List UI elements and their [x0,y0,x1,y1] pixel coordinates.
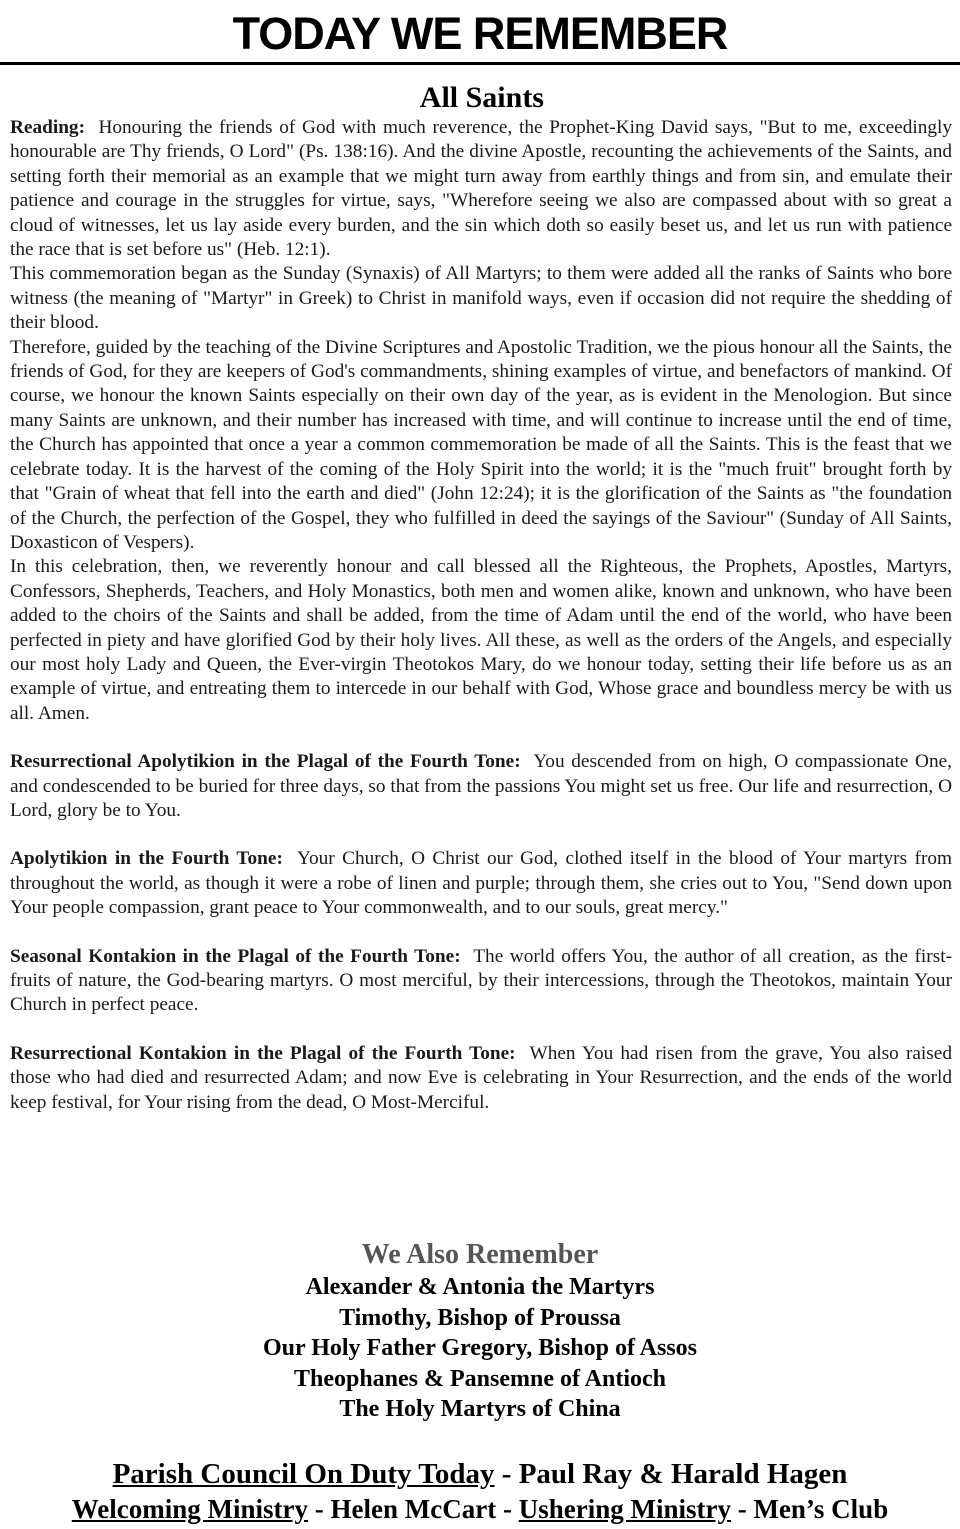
also-remember-section [0,1238,960,1425]
hymn-text: Your Church, O Christ our God, clothed itself in the blood of Your martyrs from throughout the world, as though it were a robe of linen and purple; through them, she cries out to You, "Send down upon Your people compassion, grant peace to Your commonwealth, and to our souls, great mercy." [10,848,953,919]
hymn-paragraph [10,750,952,823]
hymn-label: Resurrectional Kontakion in the Plagal of the Fourth Tone: [10,1042,516,1064]
reading-paragraph: In this celebration, then, we reverently honour and call blessed all the Righteous, the Prophets, Apostles, Martyrs, Confessors, Shepherds, Teachers, and Holy Monastics, both men and women alike, known and unknown, who have been added to the choirs of the Saints and shall be added, from the time of Adam until the end of the world, who have been perfected in piety and have glorified God by their holy lives. All these, as well as the orders of the Angels, and especially our most holy Lady and Queen, the Ever-virgin Theotokos Mary, do we honour today, setting their life before us as an example of virtue, and entreating them to intercede in our behalf with God, Whose grace and boundless mercy be with us all. Amen. [10,556,952,724]
banner-rule [0,62,960,65]
commemorated-name: The Holy Martyrs of China [339,1396,621,1422]
council-names: Paul Ray & Harald Hagen [518,1458,848,1490]
page-banner: TODAY WE REMEMBER [232,8,728,59]
ushering-name: Men’s Club [753,1494,889,1524]
hymn-label: Resurrectional Apolytikion in the Plagal of the Fourth Tone: [10,751,521,773]
welcoming-name: Helen McCart [330,1494,497,1524]
ushering-label: Ushering Ministry [518,1494,731,1524]
feast-title: All Saints [419,81,544,114]
duty-roster [0,1456,960,1526]
commemorated-name: Alexander & Antonia the Martyrs [305,1274,655,1300]
commemorated-name: Theophanes & Pansemne of Antioch [293,1365,667,1392]
reading-paragraph: This commemoration began as the Sunday (Synaxis) of All Martyrs; to them were added all the ranks of Saints who bore witness (the meaning of "Martyr" in Greek) to Christ in manifold ways, even if occasion did not require the shedding of their blood. [10,263,952,334]
reading-label: Reading: [10,117,85,138]
commemorated-name: Our Holy Father Gregory, Bishop of Assos [262,1335,698,1361]
hymn-paragraph [10,847,952,920]
commemorated-name: Timothy, Bishop of Proussa [339,1304,621,1331]
welcoming-label: Welcoming Ministry [71,1494,309,1524]
body-text [10,116,952,1115]
hymn-label: Apolytikion in the Fourth Tone: [10,848,283,870]
hymn-text: When You had risen from the grave, You also raised those who had died and resurrected Adam; and now Eve is celebrating in Your Resurrection, and the ends of the world keep festival, for Your rising from the dead, O Most-Merciful. [10,1042,952,1113]
hymn-text: The world offers You, the author of all creation, as the first-fruits of nature, the God-bearing martyrs. O most merciful, by their intercessions, through the Theotokos, maintain Your Church in perfect peace. [10,945,952,1016]
ministry-line: Welcoming Ministry - Helen McCart - Ushering Ministry - Men’s Club [71,1494,889,1524]
reading-paragraph: Reading: Honouring the friends of God with much reverence, the Prophet-King David says, "But to me, exceedingly honourable are Thy friends, O Lord" (Ps. 138:16). And the divine Apostle, recounting the achievements of the Saints, and setting forth their memorial as an example that we might turn away from earthly things and from sin, and emulate their patience and courage in the struggles for virtue, says, "Wherefore seeing we also are compassed about with so great a cloud of witnesses, let us lay aside every burden, and the sin which doth so easily beset us, and let us run with patience the race that is set before us" (Heb. 12:1). [10,117,952,261]
hymn-label: Seasonal Kontakion in the Plagal of the Fourth Tone: [10,945,461,967]
council-line: Parish Council On Duty Today - Paul Ray & Harald Hagen [112,1458,848,1490]
hymn-paragraph [10,945,952,1018]
hymn-paragraph [10,1042,952,1115]
hymn-text: You descended from on high, O compassionate One, and condescended to be buried for three days, so that from the passions You might set us free. Our life and resurrection, O Lord, glory be to You. [10,751,952,821]
reading-paragraph: Therefore, guided by the teaching of the Divine Scriptures and Apostolic Tradition, we the pious honour all the Saints, the friends of God, for they are keepers of God's commandments, shining examples of virtue, and benefactors of mankind. Of course, we honour the known Saints especially on their own day of the year, as is evident in the Menologion. But since many Saints are unknown, and their number has increased with time, and will continue to increase until the end of time, the Church has appointed that once a year a common commemoration be made of all the Saints. This is the feast that we celebrate today. It is the harvest of the coming of the Holy Spirit into the world; it is the "much fruit" brought forth by that "Grain of wheat that fell into the earth and died" (John 12:24); it is the glorification of the Saints as "the foundation of the Church, the perfection of the Gospel, they who fulfilled in deed the sayings of the Saviour" (Sunday of All Saints, Doxasticon of Vespers). [10,336,952,553]
council-label: Parish Council On Duty Today [112,1458,495,1490]
also-remember-heading: We Also Remember [361,1239,599,1270]
